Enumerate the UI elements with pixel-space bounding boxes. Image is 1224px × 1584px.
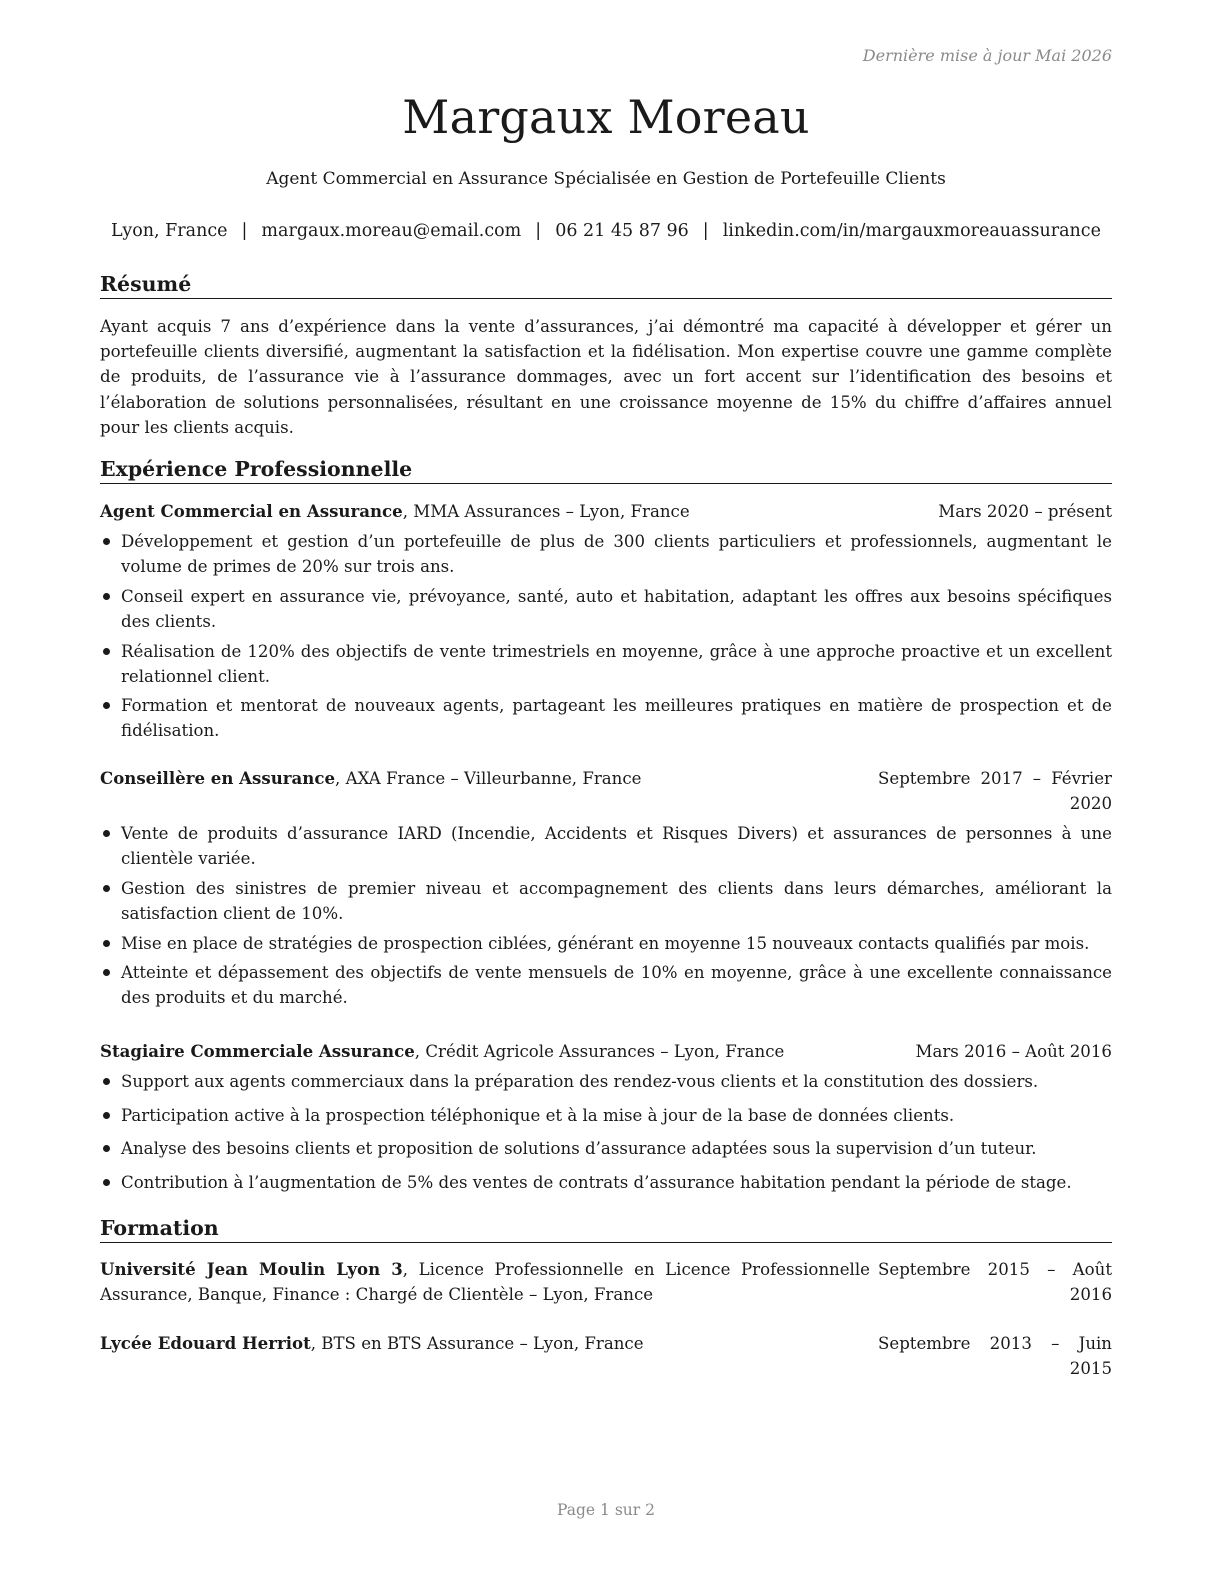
bullet-icon <box>103 702 110 709</box>
bullet-text: Mise en place de stratégies de prospection ciblées, générant en moyenne 15 nouveaux contacts qualifiés par mois. <box>121 933 1090 953</box>
job-bullets <box>100 529 1112 748</box>
resume-page <box>100 0 1112 1584</box>
contact-linkedin[interactable]: linkedin.com/in/margauxmoreauassurance <box>722 221 1101 241</box>
contact-separator: | <box>702 221 709 241</box>
contact-phone[interactable]: 06 21 45 87 96 <box>555 221 689 241</box>
bullet-text: Vente de produits d’assurance IARD (Incendie, Accidents et Risques Divers) et assurances de personnes à une clientèle variée. <box>121 824 1112 868</box>
list-item <box>100 1170 1112 1195</box>
job-dates: Mars 2020 – présent <box>938 502 1112 521</box>
job-role: Conseillère en Assurance <box>100 768 336 788</box>
job-header <box>100 1039 1112 1064</box>
education-dates: Septembre 2013 – Juin 2015 <box>878 1334 1112 1378</box>
bullet-icon <box>103 969 110 976</box>
bullet-icon <box>103 538 110 545</box>
education-dates: Septembre 2015 – Août 2016 <box>878 1260 1112 1304</box>
job-employer: , AXA France – Villeurbanne, France <box>335 769 642 788</box>
bullet-icon <box>103 1145 110 1152</box>
bullet-text: Contribution à l’augmentation de 5% des ventes de contrats d’assurance habitation pendant la période de stage. <box>121 1172 1072 1192</box>
education-school: Université Jean Moulin Lyon 3 <box>100 1259 403 1279</box>
bullet-icon <box>103 593 110 600</box>
job-header <box>100 499 1112 524</box>
contact-email[interactable]: margaux.moreau@email.com <box>261 221 522 241</box>
contact-line <box>100 218 1112 244</box>
bullet-text: Formation et mentorat de nouveaux agents, partageant les meilleures pratiques en matière de prospection et de fidélisation. <box>121 696 1112 741</box>
bullet-text: Gestion des sinistres de premier niveau et accompagnement des clients dans leurs démarches, améliorant la satisfaction client de 10%. <box>121 878 1112 923</box>
bullet-icon <box>103 1112 110 1119</box>
job-role: Agent Commercial en Assurance <box>100 501 403 521</box>
list-item <box>100 1136 1112 1161</box>
bullet-text: Support aux agents commerciaux dans la préparation des rendez-vous clients et la constitution des dossiers. <box>121 1072 1039 1091</box>
section-title-education: Formation <box>100 1214 1112 1243</box>
list-item <box>100 639 1112 689</box>
bullet-icon <box>103 1078 110 1085</box>
page-number: Page 1 sur 2 <box>557 1501 655 1519</box>
bullet-icon <box>103 648 110 655</box>
list-item <box>100 931 1112 956</box>
contact-separator: | <box>535 221 542 241</box>
education-item <box>100 1257 1112 1307</box>
bullet-text: Réalisation de 120% des objectifs de vente trimestriels en moyenne, grâce à une approche proactive et un excellent relationnel client. <box>121 641 1112 686</box>
bullet-icon <box>103 1179 110 1186</box>
section-title-experience: Expérience Professionnelle <box>100 455 1112 484</box>
bullet-text: Développement et gestion d’un portefeuille de plus de 300 clients particuliers et professionnels, augmentant le volume de primes de 20% sur trois ans. <box>121 532 1112 576</box>
job-title-line <box>100 766 878 791</box>
list-item <box>100 529 1112 579</box>
job-header <box>100 766 1112 816</box>
education-title-line <box>100 1257 878 1307</box>
list-item <box>100 1069 1112 1094</box>
education-school: Lycée Edouard Herriot <box>100 1333 311 1353</box>
bullet-icon <box>103 830 110 837</box>
list-item <box>100 960 1112 1010</box>
job-dates: Septembre 2017 – Février 2020 <box>878 769 1112 813</box>
job-role: Stagiaire Commerciale Assurance <box>100 1041 415 1061</box>
candidate-name: Margaux Moreau <box>402 90 810 144</box>
contact-separator: | <box>241 221 248 241</box>
contact-location: Lyon, France <box>111 221 228 241</box>
job-title-line <box>100 499 938 524</box>
job-bullets <box>100 1069 1112 1203</box>
bullet-icon <box>103 940 110 947</box>
bullet-text: Atteinte et dépassement des objectifs de vente mensuels de 10% en moyenne, grâce à une excellente connaissance des produits et du marché. <box>121 963 1112 1008</box>
summary-text: Ayant acquis 7 ans d’expérience dans la vente d’assurances, j’ai démontré ma capacité à développer et gérer un portefeuille clients diversifié, augmentant la satisfaction et la fidélisation. Mon expertise couvre une gamme complète de produits, de l’assurance vie à l’assurance dommages, avec un fort accent sur l’identification des besoins et l’élaboration de solutions personnalisées, résultant en une croissance moyenne de 15% du chiffre d’affaires annuel pour les clients acquis. <box>100 317 1112 437</box>
bullet-text: Participation active à la prospection téléphonique et à la mise à jour de la base de données clients. <box>121 1105 955 1125</box>
list-item <box>100 1103 1112 1128</box>
job-title: Agent Commercial en Assurance Spécialisée en Gestion de Portefeuille Clients <box>266 169 946 189</box>
education-degree: , Licence Professionnelle en Licence Professionnelle Assurance, Banque, Finance : Chargé de Clientèle – Lyon, France <box>100 1260 870 1304</box>
job-bullets <box>100 821 1112 1015</box>
list-item <box>100 693 1112 743</box>
job-title-line <box>100 1039 915 1064</box>
bullet-text: Conseil expert en assurance vie, prévoyance, santé, auto et habitation, adaptant les offres aux besoins spécifiques des clients. <box>121 586 1112 631</box>
bullet-icon <box>103 885 110 892</box>
bullet-text: Analyse des besoins clients et proposition de solutions d’assurance adaptées sous la supervision d’un tuteur. <box>121 1139 1037 1158</box>
list-item <box>100 876 1112 926</box>
education-item <box>100 1331 1112 1381</box>
section-title-summary: Résumé <box>100 270 1112 299</box>
job-dates: Mars 2016 – Août 2016 <box>915 1042 1112 1061</box>
last-updated: Dernière mise à jour Mai 2026 <box>862 46 1112 65</box>
job-employer: , Crédit Agricole Assurances – Lyon, France <box>414 1042 785 1061</box>
education-title-line <box>100 1331 878 1356</box>
list-item <box>100 821 1112 871</box>
education-degree: , BTS en BTS Assurance – Lyon, France <box>310 1334 644 1353</box>
list-item <box>100 584 1112 634</box>
job-employer: , MMA Assurances – Lyon, France <box>402 502 690 521</box>
